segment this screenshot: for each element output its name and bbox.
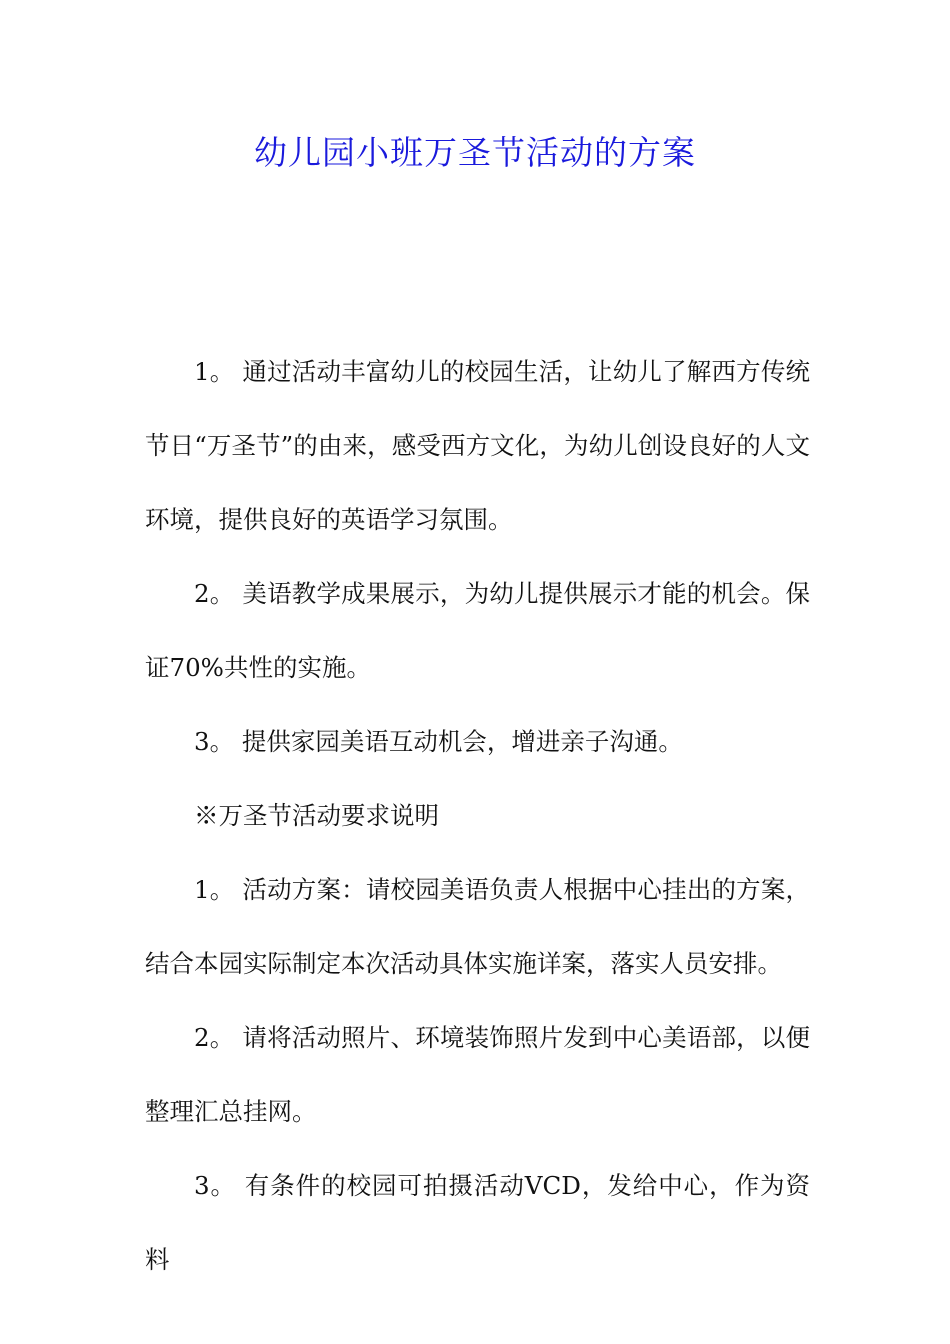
paragraph-goal-3: 3。 提供家园美语互动机会，增进亲子沟通。 [194, 727, 683, 756]
paragraph-requirement-1: 1。 活动方案：请校园美语负责人根据中心挂出的方案，结合本园实际制定本次活动具体实施详案，落实人员安排。 [145, 875, 810, 978]
paragraph-requirement-2: 2。 请将活动照片、环境装饰照片发到中心美语部，以便整理汇总挂网。 [145, 1023, 810, 1126]
paragraph-goal-1: 1。 通过活动丰富幼儿的校园生活，让幼儿了解西方传统节日“万圣节”的由来，感受西方文化，为幼儿创设良好的人文环境，提供良好的英语学习氛围。 [145, 357, 810, 534]
document-title: 幼儿园小班万圣节活动的方案 [254, 133, 696, 172]
document-body [145, 335, 810, 1297]
paragraph-requirement-3: 3。 有条件的校园可拍摄活动VCD，发给中心，作为资料 [145, 1171, 810, 1274]
section-heading-requirements: ※万圣节活动要求说明 [194, 801, 439, 830]
paragraph-goal-2: 2。 美语教学成果展示，为幼儿提供展示才能的机会。保证70%共性的实施。 [145, 579, 810, 682]
